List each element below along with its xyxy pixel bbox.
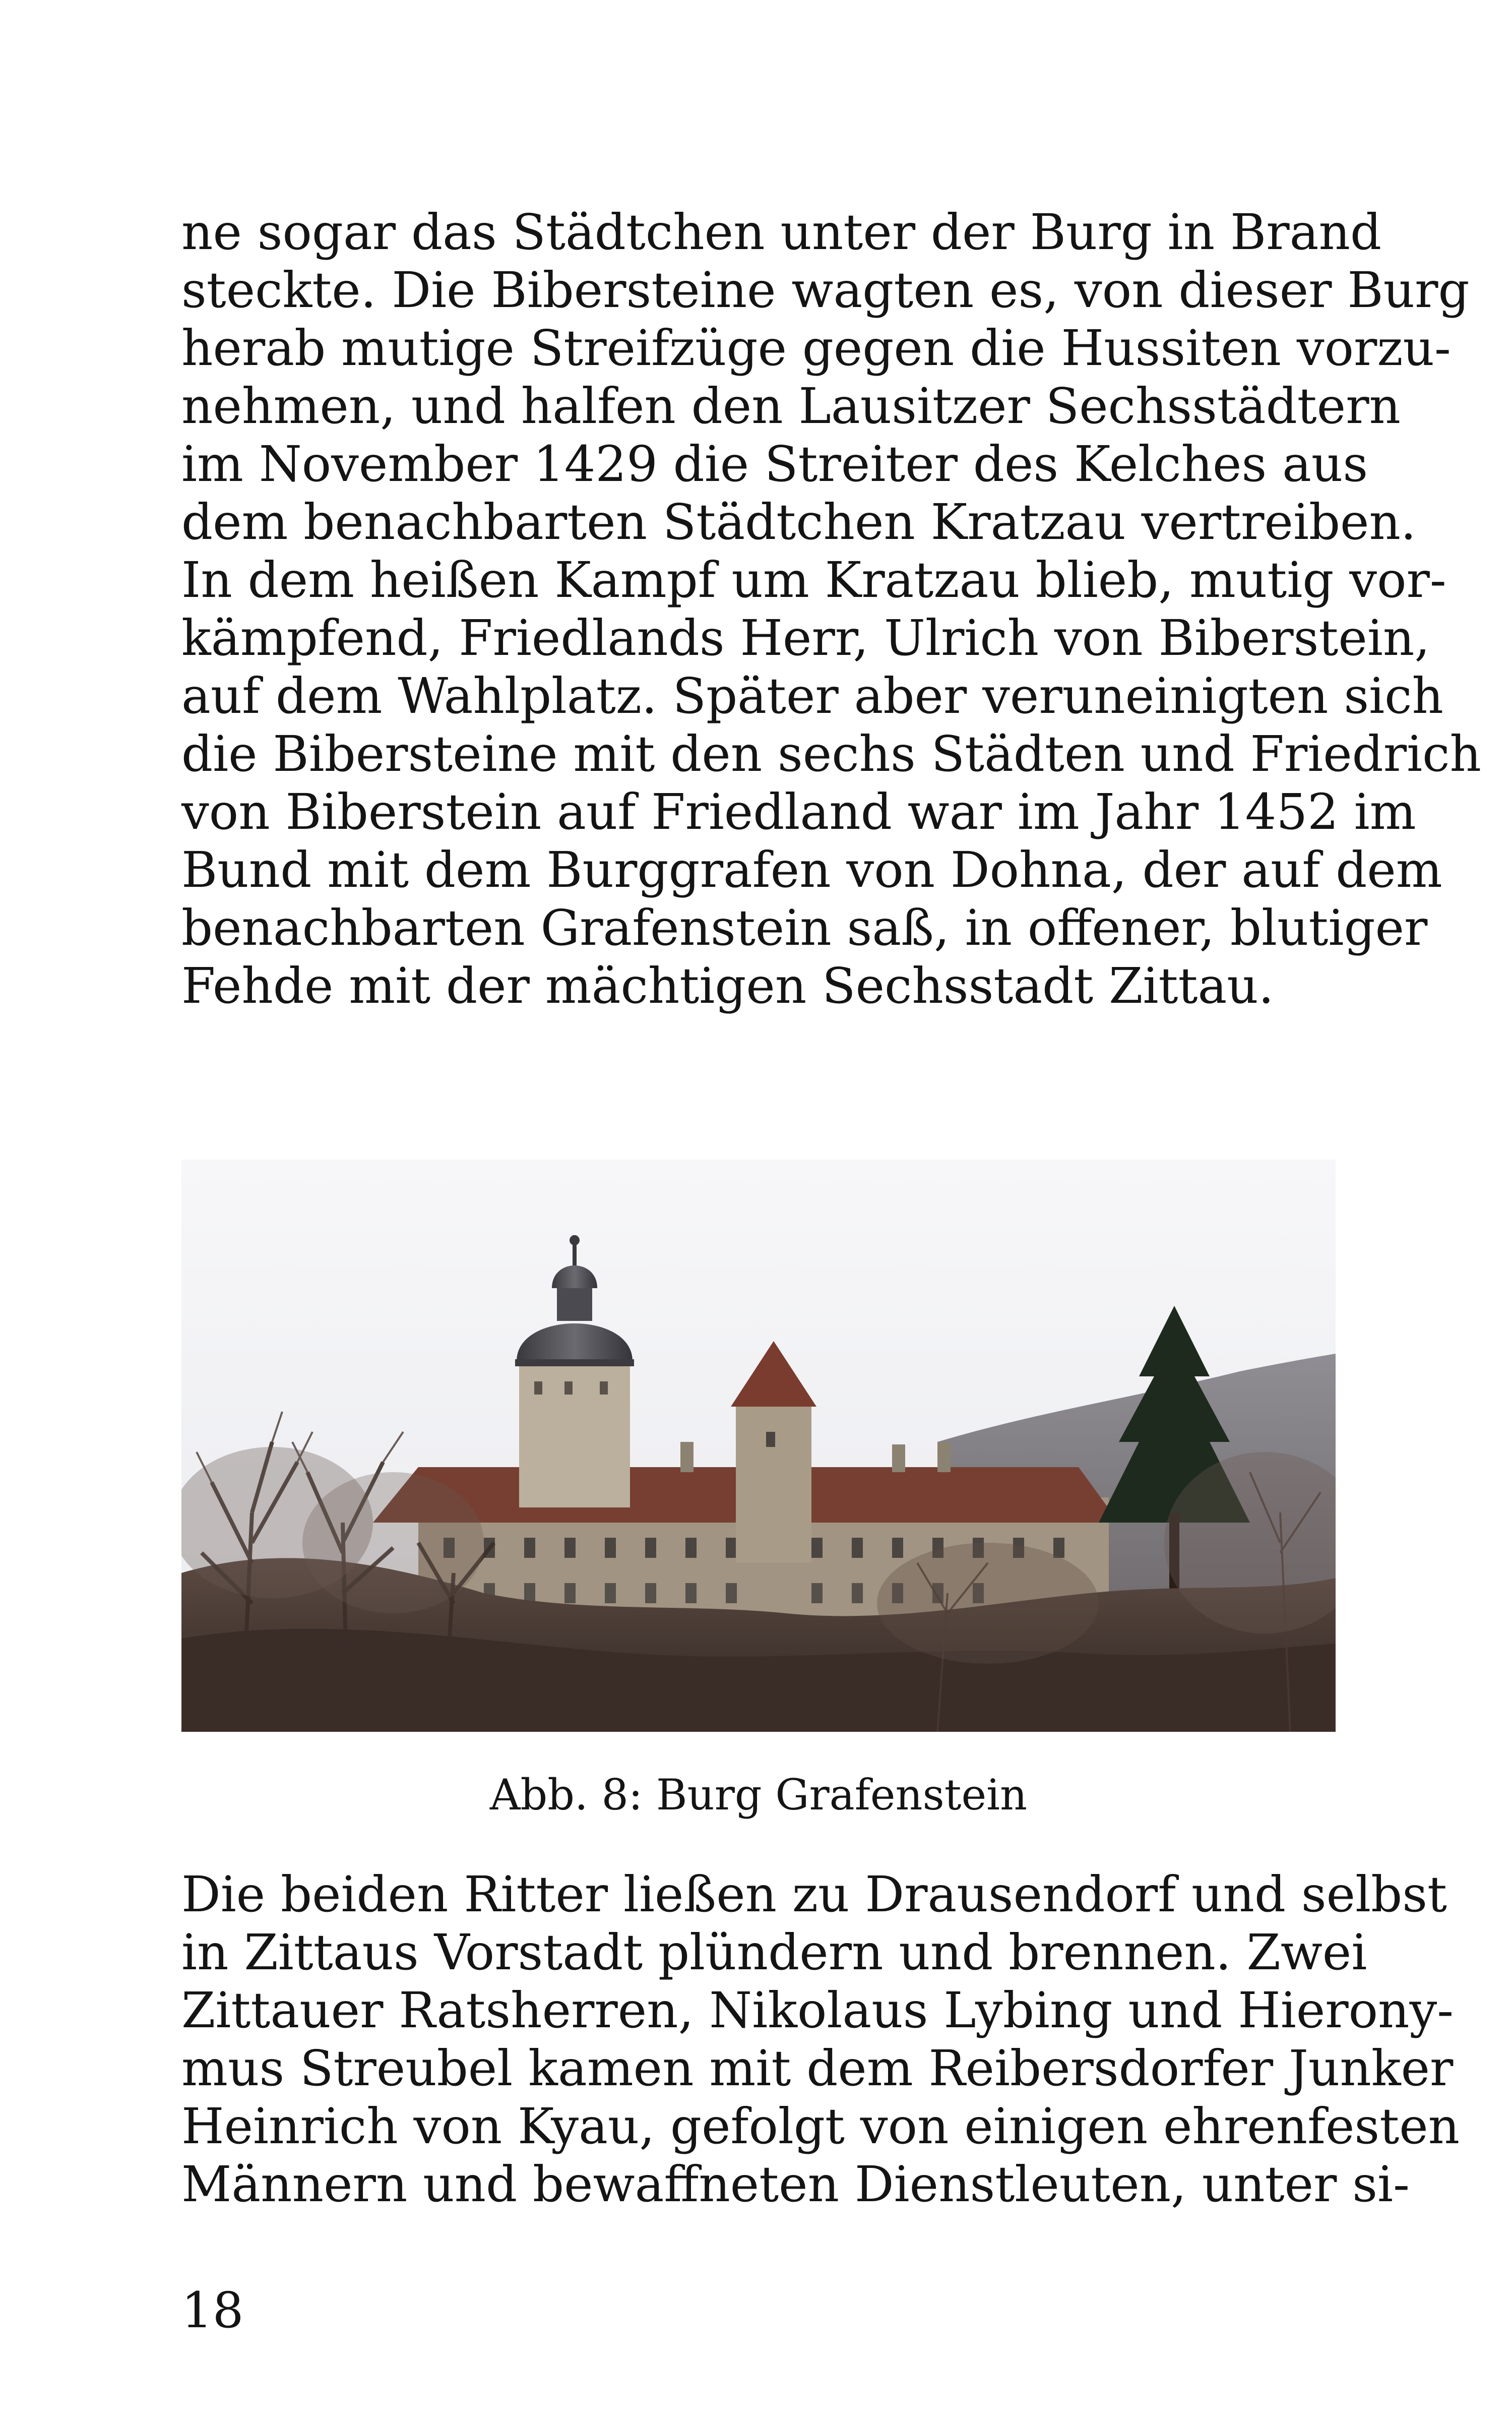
text-line: In dem heißen Kampf um Kratzau blieb, mutig vor-	[181, 552, 1446, 609]
text-line: auf dem Wahlplatz. Später aber veruneinigten sich	[181, 668, 1443, 724]
text-line: im November 1429 die Streiter des Kelches aus	[181, 436, 1368, 493]
text-line: mus Streubel kamen mit dem Reibersdorfer Junker	[181, 2040, 1454, 2097]
text-line: dem benachbarten Städtchen Kratzau vertreiben.	[181, 494, 1416, 551]
text-line: Bund mit dem Burggrafen von Dohna, der auf dem	[181, 841, 1442, 898]
figure-caption: Abb. 8: Burg Grafenstein	[489, 1770, 1028, 1820]
text-line: benachbarten Grafenstein saß, in offener, blutiger	[181, 899, 1428, 956]
text-line: Männern und bewaffneten Dienstleuten, unter si-	[181, 2156, 1410, 2213]
text-line: ne sogar das Städtchen unter der Burg in Brand	[181, 204, 1382, 261]
text-line: die Bibersteine mit den sechs Städten und Friedrich	[181, 725, 1481, 782]
text-line: herab mutige Streifzüge gegen die Hussiten vorzu-	[181, 320, 1451, 377]
castle-photo	[181, 1160, 1336, 1732]
text-line-last: Fehde mit der mächtigen Sechsstadt Zittau.	[181, 957, 1274, 1014]
text-line: in Zittaus Vorstadt plündern und brennen. Zwei	[181, 1924, 1367, 1981]
text-line: Heinrich von Kyau, gefolgt von einigen ehrenfesten	[181, 2098, 1460, 2155]
page-number: 18	[181, 2282, 244, 2339]
text-line: Die beiden Ritter ließen zu Drausendorf und selbst	[181, 1866, 1447, 1923]
text-line: von Biberstein auf Friedland war im Jahr 1452 im	[181, 783, 1416, 840]
text-line: nehmen, und halfen den Lausitzer Sechsstädtern	[181, 378, 1401, 435]
text-line: kämpfend, Friedlands Herr, Ulrich von Biberstein,	[181, 610, 1430, 667]
text-line: steckte. Die Bibersteine wagten es, von dieser Burg	[181, 262, 1470, 319]
text-line: Zittauer Ratsherren, Nikolaus Lybing und Hierony-	[181, 1982, 1454, 2039]
